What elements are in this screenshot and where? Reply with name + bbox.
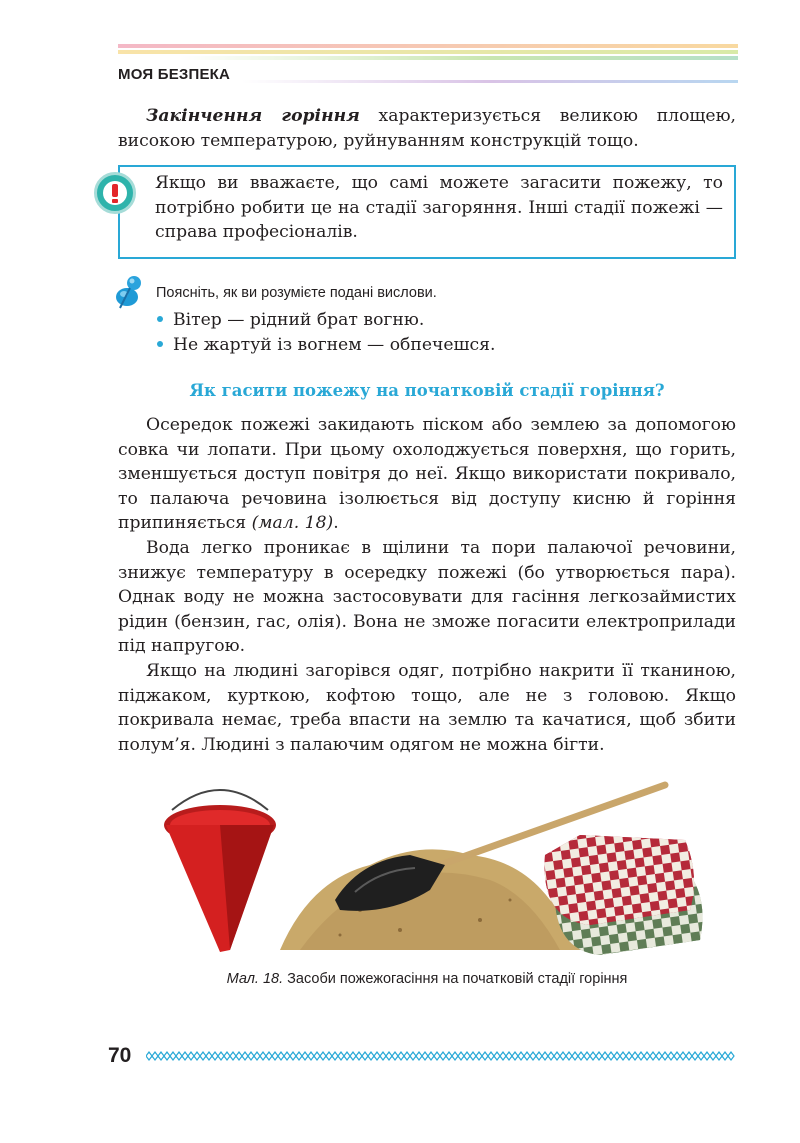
figure-18-illustration <box>160 780 720 960</box>
pushpin-icon <box>110 272 150 312</box>
bullet-text: Вітер — рідний брат вогню. <box>173 310 425 330</box>
caption-text: Засоби пожежогасіння на початковій стадії горіння <box>283 971 628 987</box>
paragraph-1-text: Осередок пожежі закидають піском або землею за допомогою совка чи лопати. При цьому охолоджується поверхня, що горить, зменшується доступ повітря до неї. Якщо використати покривало, то палаюча речовина ізолюється від доступу кисню й горіння припиняється <box>118 415 736 533</box>
intro-rest: характеризується великою площею, високою температурою, руйнуванням конструкцій тощо. <box>118 106 737 151</box>
intro-paragraph <box>118 104 736 153</box>
bullet-text: Не жартуй із вогнем — обпечешся. <box>173 335 496 355</box>
footer-zigzag-ornament <box>146 1051 736 1061</box>
bullet-item-1 <box>157 308 424 332</box>
paragraph-3: Якщо на людині загорівся одяг, потрібно накрити її тканиною, піджаком, курткою, кофтою тощо, але не з головою. Якщо покривала немає, треба впасти на землю та качатися, щоб збити полум’я. Людині з палаючим одягом не можна бігти. <box>118 661 736 755</box>
caption-label: Мал. 18. <box>226 971 284 987</box>
task-prompt: Поясніть, як ви розумієте подані вислови. <box>156 285 437 301</box>
exclamation-icon <box>94 172 136 214</box>
bullet-dot <box>157 341 163 347</box>
intro-term: Закінчення горіння <box>146 106 360 126</box>
bullet-dot <box>157 316 163 322</box>
page-number: 70 <box>108 1044 132 1067</box>
bullet-item-2 <box>157 333 495 357</box>
header-stripe-yellow <box>118 50 738 54</box>
header-stripe-pink <box>118 44 738 48</box>
note-text: Якщо ви вважаєте, що самі можете загасити пожежу, то потрібно робити це на стадії загоряння. Інші стадії пожежі — справа професіоналів. <box>155 173 723 242</box>
paragraph-1 <box>118 413 736 536</box>
folded-blankets <box>545 835 703 955</box>
paragraph-1-end: . <box>333 513 339 533</box>
section-heading: Як гасити пожежу на початковій стадії горіння? <box>189 381 665 400</box>
figure-caption <box>118 971 736 987</box>
header-stripe-green <box>118 56 738 60</box>
section-title: МОЯ БЕЗПЕКА <box>118 66 231 83</box>
red-fire-bucket <box>164 790 276 952</box>
paragraph-2: Вода легко проникає в щілини та пори палаючої речовини, знижує температуру в осередку пожежі (бо утворюється пара). Однак воду не можна застосовувати для гасіння легкозаймистих рідин (бензин, гас, олія). Вона не зможе погасити електроприлади під напругою. <box>118 538 736 656</box>
figure-reference: (мал. 18) <box>251 513 334 533</box>
